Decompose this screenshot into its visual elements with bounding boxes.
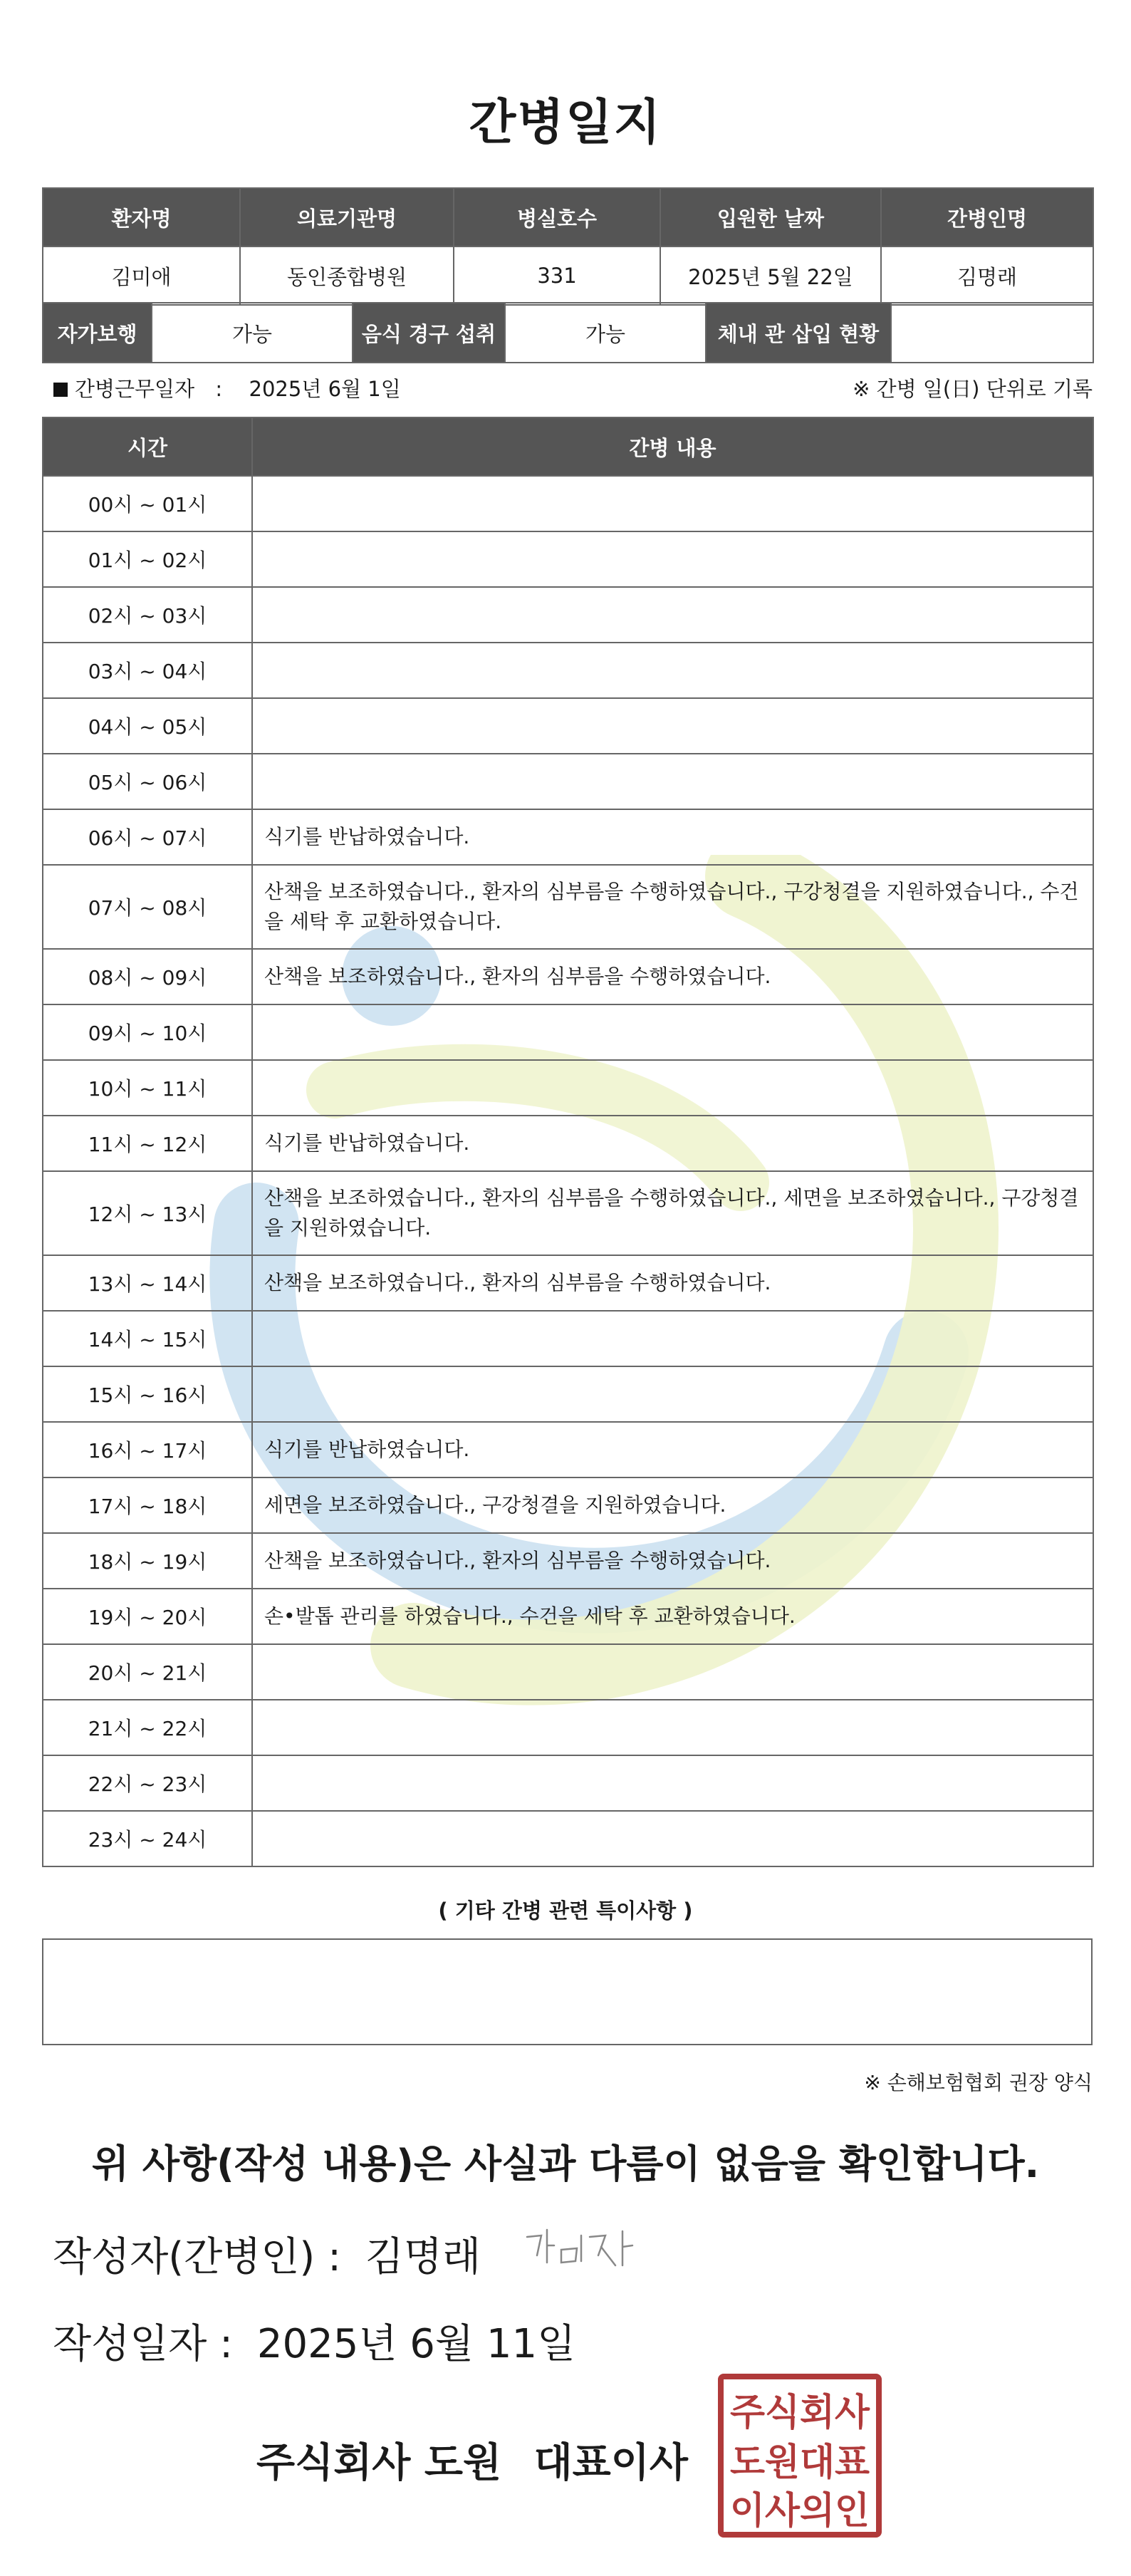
hour-row <box>43 1589 1093 1644</box>
room-number-value: 331 <box>454 246 660 305</box>
document-title: 간병일지 <box>469 95 662 151</box>
hour-care-content: 산책을 보조하였습니다., 환자의 심부름을 수행하였습니다., 세면을 보조하였습니다., 구강청결을 지원하였습니다. <box>252 1171 1093 1255</box>
patient-name-value: 김미애 <box>43 246 240 305</box>
hour-row <box>43 587 1093 643</box>
writer-label: 작성자(간병인) : <box>53 2234 341 2280</box>
hour-slot: 02시 ~ 03시 <box>43 587 252 643</box>
hour-slot: 00시 ~ 01시 <box>43 476 252 531</box>
hour-row <box>43 476 1093 531</box>
hour-row <box>43 1422 1093 1477</box>
header-caregiver-name: 간병인명 <box>881 188 1093 246</box>
hour-row <box>43 1811 1093 1866</box>
hour-slot: 07시 ~ 08시 <box>43 865 252 949</box>
ceo-title: 대표이사 <box>533 2440 688 2486</box>
svg-text:주식회사: 주식회사 <box>730 2391 870 2434</box>
misc-notes-title: ( 기타 간병 관련 특이사항 ) <box>438 1899 693 1923</box>
hour-care-content: 식기를 반납하였습니다. <box>252 1116 1093 1171</box>
misc-notes-box <box>42 1938 1093 2045</box>
form-source-note: ※ 손해보험협회 권장 양식 <box>864 2071 1093 2094</box>
handwritten-signature <box>521 2221 642 2278</box>
hour-slot: 04시 ~ 05시 <box>43 698 252 754</box>
hour-care-content <box>252 1366 1093 1422</box>
confirmation-statement: 위 사항(작성 내용)은 사실과 다름이 없음을 확인합니다. <box>91 2141 1040 2186</box>
company-seal-stamp <box>716 2372 883 2539</box>
hour-care-content: 산책을 보조하였습니다., 환자의 심부름을 수행하였습니다. <box>252 949 1093 1004</box>
hour-care-content: 식기를 반납하였습니다. <box>252 809 1093 865</box>
hourly-care-log <box>42 417 1094 1867</box>
hour-row <box>43 1004 1093 1060</box>
hour-slot: 13시 ~ 14시 <box>43 1255 252 1311</box>
writer-name: 김명래 <box>365 2234 481 2280</box>
work-date-label: 간병근무일자 <box>75 377 195 401</box>
header-room-number: 병실호수 <box>454 188 660 246</box>
admission-date-value: 2025년 5월 22일 <box>660 246 881 305</box>
company-name: 주식회사 도원 <box>256 2440 502 2486</box>
hour-row <box>43 698 1093 754</box>
hour-row <box>43 1533 1093 1589</box>
hour-row <box>43 754 1093 809</box>
work-date-line <box>53 373 401 402</box>
hour-care-content <box>252 1644 1093 1700</box>
hour-row <box>43 1644 1093 1700</box>
hour-care-content <box>252 476 1093 531</box>
patient-info-table <box>42 187 1094 306</box>
hour-care-content <box>252 587 1093 643</box>
log-header-time: 시간 <box>43 417 252 476</box>
date-value: 2025년 6월 11일 <box>256 2321 576 2367</box>
hour-row <box>43 1255 1093 1311</box>
hour-row <box>43 1477 1093 1533</box>
tube-insertion-label: 체내 관 삽입 현황 <box>706 303 891 363</box>
hour-row <box>43 1700 1093 1755</box>
square-bullet-icon <box>53 383 68 397</box>
hour-care-content: 세면을 보조하였습니다., 구강청결을 지원하였습니다. <box>252 1477 1093 1533</box>
date-label: 작성일자 : <box>53 2321 234 2367</box>
hour-slot: 09시 ~ 10시 <box>43 1004 252 1060</box>
hour-slot: 20시 ~ 21시 <box>43 1644 252 1700</box>
hour-care-content <box>252 1700 1093 1755</box>
hour-slot: 06시 ~ 07시 <box>43 809 252 865</box>
caregiver-name-value: 김명래 <box>881 246 1093 305</box>
hour-slot: 03시 ~ 04시 <box>43 643 252 698</box>
hour-slot: 19시 ~ 20시 <box>43 1589 252 1644</box>
svg-text:이사의인: 이사의인 <box>730 2490 870 2533</box>
hour-slot: 18시 ~ 19시 <box>43 1533 252 1589</box>
hour-row <box>43 1366 1093 1422</box>
hour-row <box>43 949 1093 1004</box>
hour-row <box>43 1116 1093 1171</box>
oral-intake-label: 음식 경구 섭취 <box>353 303 505 363</box>
hour-row <box>43 1060 1093 1116</box>
hour-care-content: 산책을 보조하였습니다., 환자의 심부름을 수행하였습니다., 구강청결을 지원하였습니다., 수건을 세탁 후 교환하였습니다. <box>252 865 1093 949</box>
hour-slot: 15시 ~ 16시 <box>43 1366 252 1422</box>
hour-slot: 16시 ~ 17시 <box>43 1422 252 1477</box>
hour-care-content <box>252 754 1093 809</box>
hour-row <box>43 1311 1093 1366</box>
hour-care-content <box>252 1755 1093 1811</box>
hour-slot: 23시 ~ 24시 <box>43 1811 252 1866</box>
hour-row <box>43 809 1093 865</box>
hour-care-content <box>252 698 1093 754</box>
hour-slot: 11시 ~ 12시 <box>43 1116 252 1171</box>
hour-care-content: 손•발톱 관리를 하였습니다., 수건을 세탁 후 교환하였습니다. <box>252 1589 1093 1644</box>
hour-slot: 10시 ~ 11시 <box>43 1060 252 1116</box>
hour-slot: 12시 ~ 13시 <box>43 1171 252 1255</box>
hour-care-content: 산책을 보조하였습니다., 환자의 심부름을 수행하였습니다. <box>252 1533 1093 1589</box>
header-hospital-name: 의료기관명 <box>240 188 454 246</box>
company-line <box>256 2431 688 2488</box>
hour-care-content <box>252 1060 1093 1116</box>
self-walk-label: 자가보행 <box>43 303 152 363</box>
svg-text:도원대표: 도원대표 <box>730 2441 870 2484</box>
work-date-value: 2025년 6월 1일 <box>249 377 401 401</box>
date-line <box>53 2312 575 2369</box>
hour-row <box>43 643 1093 698</box>
patient-status-table <box>42 302 1094 363</box>
hour-care-content: 식기를 반납하였습니다. <box>252 1422 1093 1477</box>
hour-row <box>43 865 1093 949</box>
hour-care-content <box>252 643 1093 698</box>
hour-slot: 08시 ~ 09시 <box>43 949 252 1004</box>
hour-slot: 22시 ~ 23시 <box>43 1755 252 1811</box>
writer-line <box>53 2226 481 2282</box>
hour-slot: 21시 ~ 22시 <box>43 1700 252 1755</box>
daily-unit-note: ※ 간병 일(日) 단위로 기록 <box>853 377 1093 401</box>
hour-slot: 05시 ~ 06시 <box>43 754 252 809</box>
hospital-name-value: 동인종합병원 <box>240 246 454 305</box>
hour-slot: 17시 ~ 18시 <box>43 1477 252 1533</box>
log-header-content: 간병 내용 <box>252 417 1093 476</box>
hour-care-content <box>252 1004 1093 1060</box>
hour-row <box>43 1171 1093 1255</box>
header-admission-date: 입원한 날짜 <box>660 188 881 246</box>
work-date-separator: : <box>215 377 223 401</box>
hourly-log-body <box>43 476 1093 1866</box>
self-walk-value: 가능 <box>152 303 353 363</box>
header-patient-name: 환자명 <box>43 188 240 246</box>
hour-care-content <box>252 1811 1093 1866</box>
oral-intake-value: 가능 <box>505 303 706 363</box>
hour-row <box>43 1755 1093 1811</box>
hour-slot: 01시 ~ 02시 <box>43 531 252 587</box>
hour-care-content <box>252 1311 1093 1366</box>
hour-care-content: 산책을 보조하였습니다., 환자의 심부름을 수행하였습니다. <box>252 1255 1093 1311</box>
hour-slot: 14시 ~ 15시 <box>43 1311 252 1366</box>
tube-insertion-value <box>891 303 1093 363</box>
hour-row <box>43 531 1093 587</box>
hour-care-content <box>252 531 1093 587</box>
